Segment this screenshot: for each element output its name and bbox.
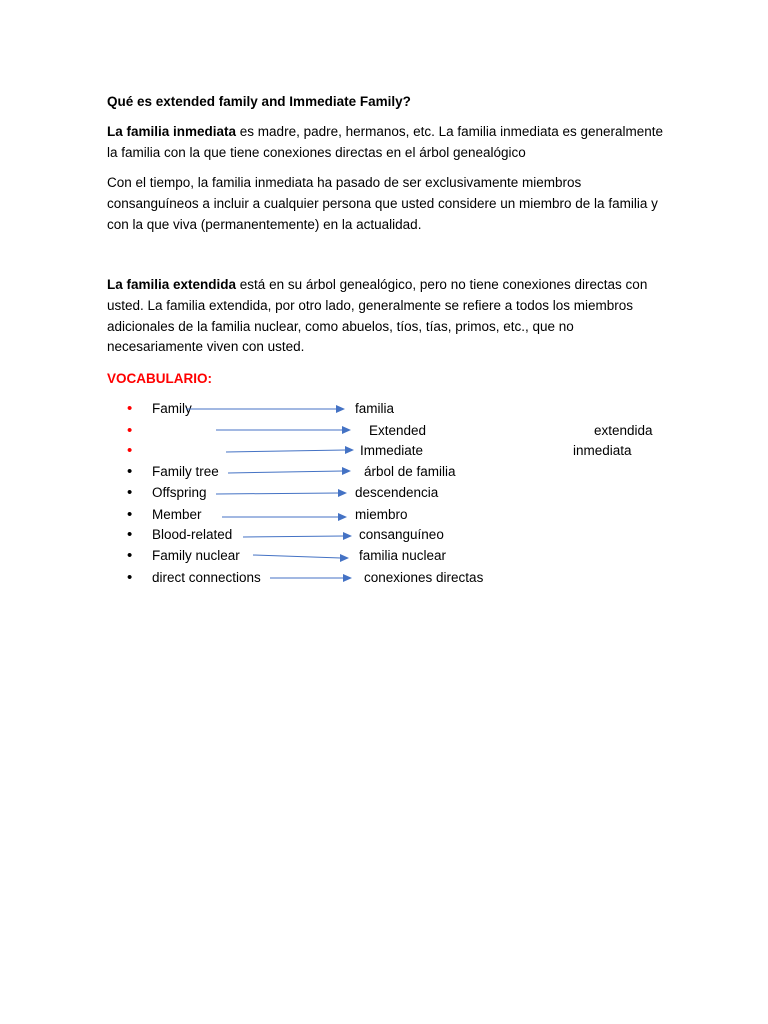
term-extended-family: La familia extendida (107, 277, 237, 292)
list-item (0, 483, 768, 503)
vocab-translation: árbol de familia (364, 464, 456, 479)
vocab-extra: extendida (594, 423, 653, 438)
bullet-icon: • (127, 569, 133, 586)
list-item (0, 525, 768, 545)
vocab-translation: consanguíneo (359, 527, 444, 542)
bullet-icon: • (127, 400, 133, 417)
vocab-translation: familia (355, 401, 395, 416)
list-item (0, 421, 768, 441)
vocab-translation: miembro (355, 507, 408, 522)
list-item (0, 462, 768, 482)
paragraph-immediate-family-text: es madre, padre, hermanos, etc. La familia inmediata es generalmente la familia con la que tiene conexiones directas en el árbol genealógico (107, 124, 664, 160)
vocab-term: Member (152, 507, 202, 522)
bullet-icon: • (127, 484, 133, 501)
bullet-icon: • (127, 442, 133, 459)
vocab-translation: descendencia (355, 485, 439, 500)
vocab-term: Family tree (152, 464, 219, 479)
vocab-term: Family nuclear (152, 548, 240, 563)
vocab-term: direct connections (152, 570, 261, 585)
list-item (0, 546, 768, 566)
vocabulary-title: VOCABULARIO: (107, 371, 212, 386)
document-heading: Qué es extended family and Immediate Family? (107, 94, 411, 109)
bullet-icon: • (127, 506, 133, 523)
list-item (0, 441, 768, 461)
list-item (0, 568, 768, 588)
bullet-icon: • (127, 526, 133, 543)
bullet-icon: • (127, 422, 133, 439)
list-item (0, 399, 768, 419)
bullet-icon: • (127, 463, 133, 480)
vocab-term: Offspring (152, 485, 207, 500)
paragraph-over-time: Con el tiempo, la familia inmediata ha pasado de ser exclusivamente miembros consanguíneos a incluir a cualquier persona que usted considere un miembro de la familia y con la que viva (permanentemente) en la actualidad. (107, 175, 658, 232)
bullet-icon: • (127, 547, 133, 564)
vocab-term: Family (152, 401, 192, 416)
vocab-extra: inmediata (573, 443, 632, 458)
vocab-translation: familia nuclear (359, 548, 447, 563)
vocab-translation: Immediate (360, 443, 424, 458)
list-item (0, 505, 768, 525)
vocab-term: Blood-related (152, 527, 233, 542)
vocab-translation: conexiones directas (364, 570, 484, 585)
paragraph-extended-family-text: está en su árbol genealógico, pero no tiene conexiones directas con usted. La familia extendida, por otro lado, generalmente se refiere a todos los miembros adicionales de la familia nuclear, como abuelos, tíos, tías, primos, etc., que no necesariamente viven con usted. (107, 277, 648, 355)
term-immediate-family: La familia inmediata (107, 124, 237, 139)
vocab-translation: Extended (369, 423, 427, 438)
